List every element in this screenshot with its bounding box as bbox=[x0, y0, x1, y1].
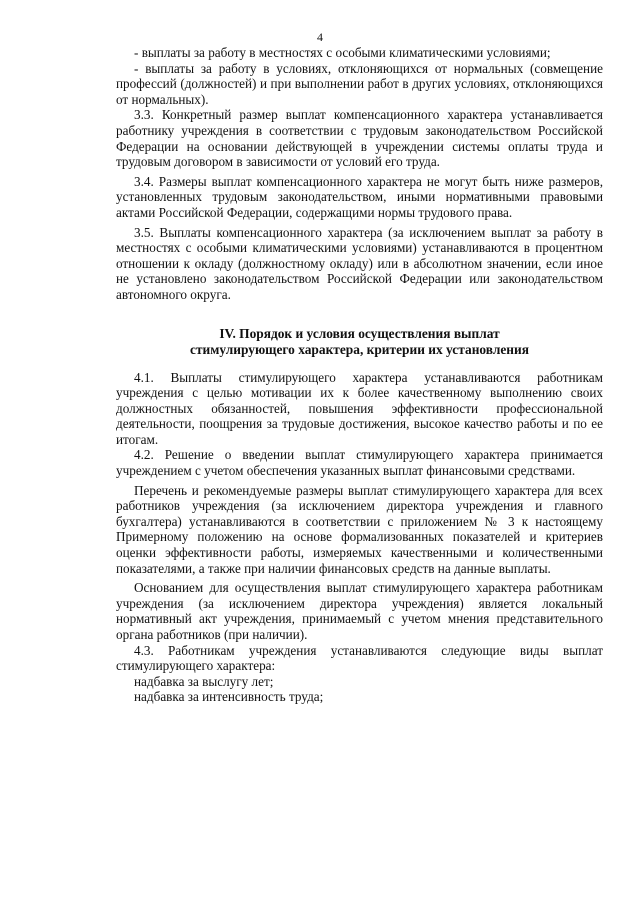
page-number: 4 bbox=[317, 30, 323, 44]
paragraph-stimulus-list: Перечень и рекомендуемые размеры выплат стимулирующего характера для всех работников учреждения (за исключением директора учреждения и главного бухгалтера) устанавливаются в соответствии с приложением № 3 к настоящему Примерному положению на основе формализованных показателей и критериев оценки эффективности работы, измеряемых качественными и количественными показателями, а также при наличии финансовых средств на данные выплаты. bbox=[116, 482, 603, 576]
paragraph-4-3: 4.3. Работникам учреждения устанавливаются следующие виды выплат стимулирующего характера: bbox=[116, 642, 603, 674]
section-heading-iv bbox=[116, 326, 603, 358]
section-heading-line-2: стимулирующего характера, критерии их установления bbox=[190, 341, 529, 357]
paragraph-4-1: 4.1. Выплаты стимулирующего характера устанавливаются работникам учреждения с целью мотивации их к более качественному выполнению своих должностных обязанностей, повышения эффективности профессиональной деятельности, поощрения за трудовые достижения, высокое качество работы и по ее итогам. bbox=[116, 369, 603, 447]
list-item: надбавка за интенсивность труда; bbox=[134, 689, 324, 705]
paragraph-4-2: 4.2. Решение о введении выплат стимулирующего характера принимается учреждением с учетом обеспечения указанных выплат финансовыми средствами. bbox=[116, 447, 603, 479]
paragraph-bullet-abnormal-conditions: - выплаты за работу в условиях, отклоняющихся от нормальных (совмещение профессий (должностей) и при выполнении работ в других условиях, отклоняющихся от нормальных). bbox=[116, 60, 603, 107]
paragraph-3-5: 3.5. Выплаты компенсационного характера (за исключением выплат за работу в местностях с особыми климатическими условиями) устанавливаются в процентном отношении к окладу (должностному окладу) или в абсолютном значении, если иное не установлено законодательством Российской Федерации или законодательством автономного округа. bbox=[116, 224, 603, 302]
list-item: надбавка за выслугу лет; bbox=[134, 673, 274, 689]
paragraph-3-3: 3.3. Конкретный размер выплат компенсационного характера устанавливается работнику учреждения в соответствии с трудовым законодательством Российской Федерации на основании действующей в учреждении системы оплаты труда и трудовым договором в зависимости от условий его труда. bbox=[116, 107, 603, 170]
section-heading-line-1: IV. Порядок и условия осуществления выплат bbox=[219, 325, 500, 341]
paragraph-3-4: 3.4. Размеры выплат компенсационного характера не могут быть ниже размеров, установленных трудовым законодательством, иными нормативными правовыми актами Российской Федерации, содержащими нормы трудового права. bbox=[116, 173, 603, 220]
paragraph-basis: Основанием для осуществления выплат стимулирующего характера работникам учреждения (за исключением директора учреждения) является локальный нормативный акт учреждения, принимаемый с учетом мнения представительного органа работников (при наличии). bbox=[116, 580, 603, 642]
document-body bbox=[116, 45, 603, 705]
paragraph-bullet-climate: - выплаты за работу в местностях с особыми климатическими условиями; bbox=[134, 45, 551, 60]
